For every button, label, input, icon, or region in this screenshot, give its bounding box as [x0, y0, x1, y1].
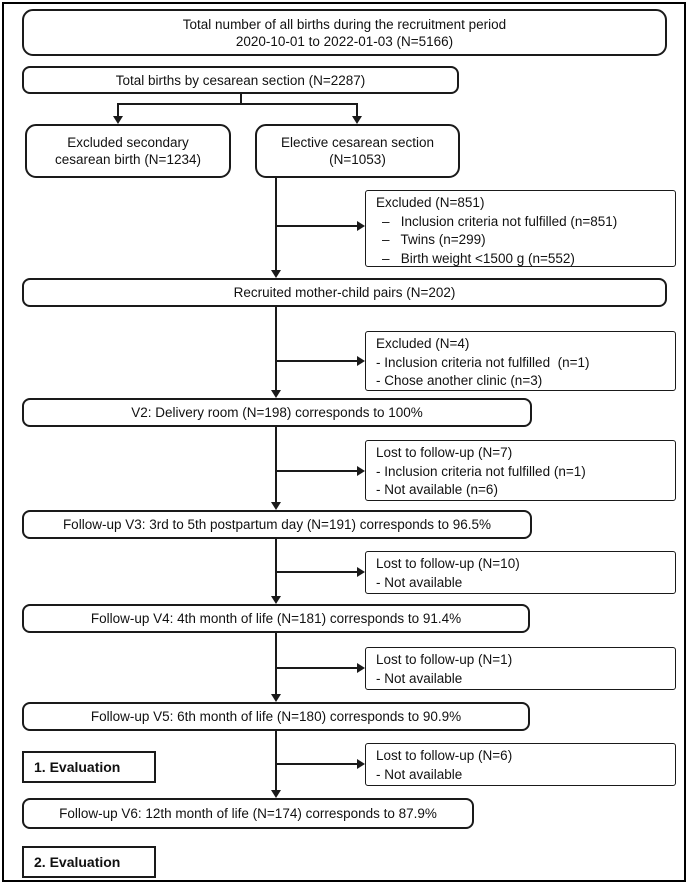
lost-followup-v4-box [365, 551, 676, 594]
flow-line [276, 225, 357, 227]
excluded-recruited-item: - Chose another clinic (n=3) [376, 373, 543, 388]
excluded-secondary-line2: cesarean birth (N=1234) [55, 152, 201, 167]
arrow-right-icon [357, 356, 365, 366]
arrow-right-icon [357, 466, 365, 476]
v4-followup-box [22, 604, 530, 633]
v2-label: V2: Delivery room (N=198) corresponds to 100% [131, 405, 423, 420]
lost-followup-v5-box [365, 647, 676, 690]
cesarean-births-label: Total births by cesarean section (N=2287) [115, 72, 366, 88]
flow-line [275, 426, 277, 504]
lost-v5-title: Lost to follow-up (N=1) [376, 652, 513, 667]
arrow-down-icon [113, 116, 123, 124]
evaluation-2-label: 2. Evaluation [34, 853, 121, 870]
evaluation-1-label: 1. Evaluation [34, 758, 121, 775]
arrow-down-icon [271, 390, 281, 398]
excluded-recruited-box [365, 331, 676, 391]
arrow-down-icon [352, 116, 362, 124]
lost-v5-item: - Not available [376, 670, 463, 686]
lost-v3-item: - Not available (n=6) [376, 482, 498, 497]
excluded-elective-item: – Birth weight <1500 g (n=552) [382, 250, 575, 266]
flow-line [356, 103, 358, 117]
excluded-secondary-box [25, 124, 231, 178]
arrow-right-icon [357, 221, 365, 231]
lost-followup-v6-box [365, 743, 676, 786]
recruited-box [22, 278, 667, 307]
lost-v3-title: Lost to follow-up (N=7) [376, 445, 513, 460]
total-births-box [22, 9, 667, 56]
excluded-elective-item: – Twins (n=299) [382, 232, 486, 247]
evaluation-2-box [22, 846, 156, 878]
flow-line [276, 571, 357, 573]
excluded-elective-item: – Inclusion criteria not fulfilled (n=851) [382, 213, 618, 229]
arrow-down-icon [271, 694, 281, 702]
lost-v4-item: - Not available [376, 574, 463, 590]
total-births-line2: 2020-10-01 to 2022-01-03 (N=5166) [235, 33, 454, 49]
arrow-right-icon [357, 759, 365, 769]
v3-label: Follow-up V3: 3rd to 5th postpartum day (N=191) corresponds to 96.5% [62, 517, 492, 532]
v5-followup-box [22, 702, 530, 731]
elective-cesarean-box [255, 124, 460, 178]
lost-v6-item: - Not available [376, 766, 463, 782]
flow-line [275, 538, 277, 598]
flow-line [117, 103, 119, 117]
arrow-down-icon [271, 790, 281, 798]
v5-label: Follow-up V5: 6th month of life (N=180) corresponds to 90.9% [90, 709, 462, 724]
flow-line [117, 103, 358, 105]
arrow-down-icon [271, 270, 281, 278]
v2-delivery-box [22, 398, 532, 427]
recruited-label: Recruited mother-child pairs (N=202) [233, 285, 456, 300]
flow-line [276, 667, 357, 669]
excluded-elective-box [365, 190, 676, 267]
flow-line [276, 470, 357, 472]
lost-v6-title: Lost to follow-up (N=6) [376, 748, 513, 763]
evaluation-1-box [22, 751, 156, 783]
arrow-right-icon [357, 663, 365, 673]
v3-followup-box [22, 510, 532, 539]
excluded-secondary-line1: Excluded secondary [67, 135, 189, 150]
flow-line [275, 632, 277, 696]
elective-cesarean-line1: Elective cesarean section [280, 135, 435, 150]
lost-v3-item: - Inclusion criteria not fulfilled (n=1) [376, 463, 586, 479]
total-births-line1: Total number of all births during the recruitment period [182, 16, 507, 32]
v4-label: Follow-up V4: 4th month of life (N=181) corresponds to 91.4% [90, 611, 462, 626]
excluded-recruited-title: Excluded (N=4) [376, 336, 470, 351]
flow-line [276, 763, 357, 765]
arrow-down-icon [271, 596, 281, 604]
lost-v4-title: Lost to follow-up (N=10) [376, 556, 520, 571]
flow-line [276, 360, 357, 362]
excluded-recruited-item: - Inclusion criteria not fulfilled (n=1) [376, 354, 590, 370]
flow-line [275, 306, 277, 392]
elective-cesarean-line2: (N=1053) [329, 152, 386, 167]
v6-label: Follow-up V6: 12th month of life (N=174) corresponds to 87.9% [59, 806, 437, 821]
excluded-elective-title: Excluded (N=851) [376, 195, 485, 210]
cesarean-births-box [22, 66, 459, 94]
arrow-right-icon [357, 567, 365, 577]
arrow-down-icon [271, 502, 281, 510]
v6-followup-box [22, 798, 474, 829]
flow-line [275, 730, 277, 792]
lost-followup-v3-box [365, 440, 676, 501]
